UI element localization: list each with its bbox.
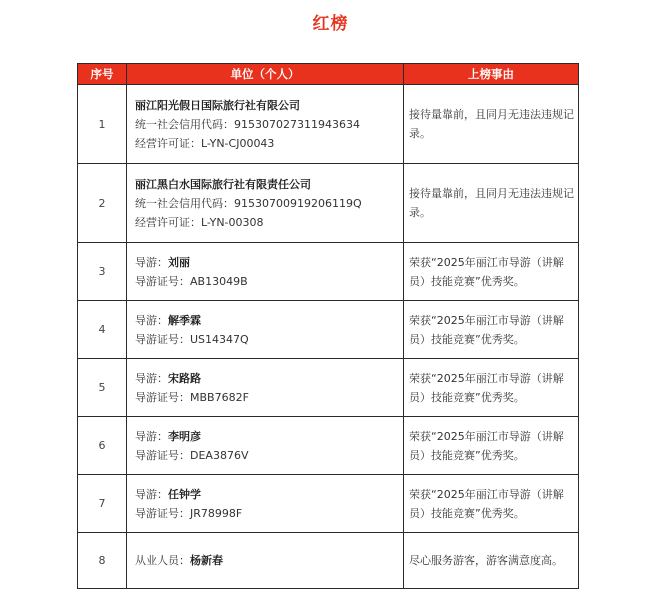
cert-line	[135, 272, 399, 291]
cert-number: US14347Q	[190, 332, 249, 346]
person-line	[135, 551, 399, 570]
cert-label: 导游证号：	[135, 506, 190, 520]
credit-code-label: 统一社会信用代码：	[135, 196, 234, 210]
table-row	[78, 417, 579, 475]
table-row	[78, 85, 579, 164]
license-line	[135, 134, 399, 153]
cert-line	[135, 330, 399, 349]
header-reason: 上榜事由	[404, 64, 579, 85]
unit-cell	[127, 85, 404, 164]
person-name: 解季霖	[168, 313, 201, 327]
row-index: 4	[78, 301, 127, 359]
table-row	[78, 359, 579, 417]
reason-cell: 荣获“2025年丽江市导游（讲解员）技能竞赛”优秀奖。	[404, 243, 579, 301]
role-label: 导游：	[135, 487, 168, 501]
person-name: 杨新春	[190, 554, 223, 567]
person-line	[135, 253, 399, 272]
unit-cell	[127, 301, 404, 359]
reason-cell: 接待量靠前，且同月无违法违规记录。	[404, 85, 579, 164]
person-line	[135, 427, 399, 446]
person-name: 宋路路	[168, 371, 201, 385]
person-name: 李明彦	[168, 429, 201, 443]
unit-cell	[127, 164, 404, 243]
row-index: 8	[78, 533, 127, 589]
license-number: L-YN-00308	[201, 215, 264, 229]
cert-number: MBB7682F	[190, 390, 249, 404]
credit-code-line	[135, 115, 399, 134]
table-row	[78, 475, 579, 533]
person-line	[135, 311, 399, 330]
company-name: 丽江黑白水国际旅行社有限责任公司	[135, 177, 311, 191]
person-name: 刘丽	[168, 255, 190, 269]
license-label: 经营许可证：	[135, 136, 201, 150]
cert-line	[135, 388, 399, 407]
page-title: 红榜	[312, 14, 349, 34]
row-index: 5	[78, 359, 127, 417]
header-unit: 单位（个人）	[127, 64, 404, 85]
cert-line	[135, 446, 399, 465]
unit-cell	[127, 533, 404, 589]
table-row	[78, 164, 579, 243]
table-row	[78, 301, 579, 359]
credit-code: 915307027311943634	[234, 117, 360, 131]
reason-cell: 荣获“2025年丽江市导游（讲解员）技能竞赛”优秀奖。	[404, 359, 579, 417]
unit-cell	[127, 417, 404, 475]
table-row	[78, 243, 579, 301]
reason-cell: 尽心服务游客，游客满意度高。	[404, 533, 579, 589]
unit-cell	[127, 243, 404, 301]
license-number: L-YN-CJ00043	[201, 136, 275, 150]
row-index: 3	[78, 243, 127, 301]
license-line	[135, 213, 399, 232]
reason-cell: 荣获“2025年丽江市导游（讲解员）技能竞赛”优秀奖。	[404, 301, 579, 359]
cert-line	[135, 504, 399, 523]
role-label: 从业人员：	[135, 554, 190, 567]
cert-number: JR78998F	[190, 506, 243, 520]
role-label: 导游：	[135, 371, 168, 385]
role-label: 导游：	[135, 313, 168, 327]
header-index: 序号	[78, 64, 127, 85]
reason-cell: 荣获“2025年丽江市导游（讲解员）技能竞赛”优秀奖。	[404, 417, 579, 475]
cert-label: 导游证号：	[135, 332, 190, 346]
row-index: 7	[78, 475, 127, 533]
cert-number: DEA3876V	[190, 448, 249, 462]
row-index: 2	[78, 164, 127, 243]
cert-number: AB13049B	[190, 274, 248, 288]
unit-cell	[127, 359, 404, 417]
credit-code-label: 统一社会信用代码：	[135, 117, 234, 131]
row-index: 6	[78, 417, 127, 475]
license-label: 经营许可证：	[135, 215, 201, 229]
role-label: 导游：	[135, 429, 168, 443]
table-row	[78, 533, 579, 589]
table-header-row	[78, 64, 579, 85]
red-list-table	[77, 63, 579, 589]
unit-cell	[127, 475, 404, 533]
role-label: 导游：	[135, 255, 168, 269]
reason-cell: 接待量靠前，且同月无违法违规记录。	[404, 164, 579, 243]
credit-code-line	[135, 194, 399, 213]
credit-code: 91530700919206119Q	[234, 196, 362, 210]
reason-cell: 荣获“2025年丽江市导游（讲解员）技能竞赛”优秀奖。	[404, 475, 579, 533]
cert-label: 导游证号：	[135, 448, 190, 462]
row-index: 1	[78, 85, 127, 164]
person-line	[135, 485, 399, 504]
person-line	[135, 369, 399, 388]
company-name: 丽江阳光假日国际旅行社有限公司	[135, 98, 300, 112]
cert-label: 导游证号：	[135, 274, 190, 288]
cert-label: 导游证号：	[135, 390, 190, 404]
person-name: 任钟学	[168, 487, 201, 501]
